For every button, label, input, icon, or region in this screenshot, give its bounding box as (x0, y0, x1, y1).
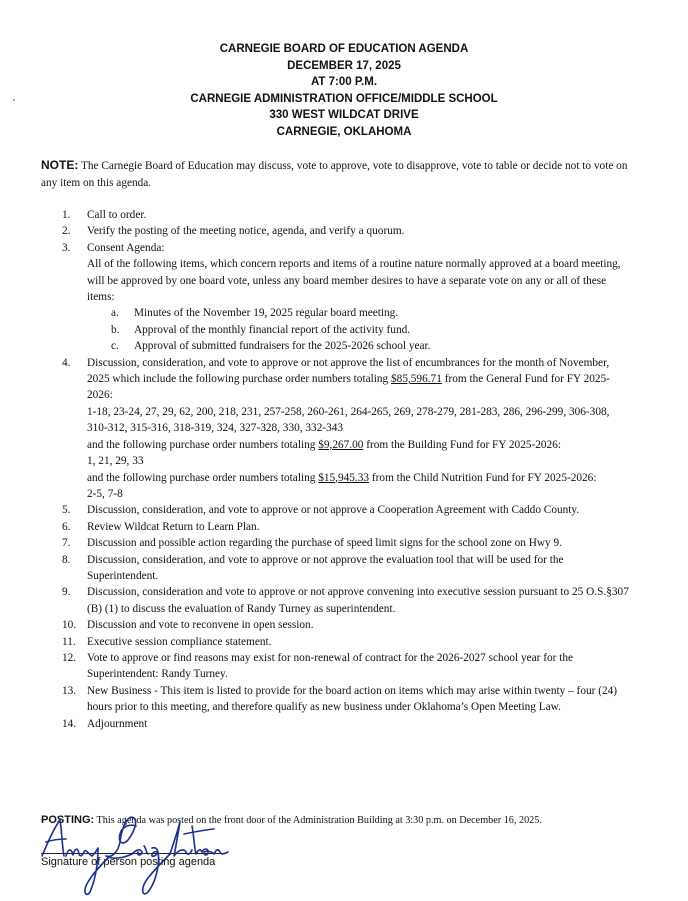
agenda-item-number: 9. (62, 586, 71, 599)
agenda-item-text: Call to order. (87, 209, 147, 221)
agenda-item-number: 12. (62, 651, 77, 664)
agenda-item-12 (62, 650, 632, 683)
agenda-item-11 (62, 634, 632, 650)
subitem-letter: a. (111, 307, 119, 320)
agenda-item-text: Adjournment (87, 717, 148, 730)
agenda-item-number: 7. (62, 537, 71, 550)
general-fund-amount: $85,596.71 (391, 373, 442, 386)
posting-label: POSTING: (41, 814, 95, 826)
consent-subitem-b (87, 322, 632, 338)
agenda-item-number: 14. (62, 717, 77, 730)
nutrition-fund-po-numbers: 2-5, 7-8 (87, 487, 123, 500)
signature-caption: Signature of person posting agenda (41, 856, 216, 868)
header-title: CARNEGIE BOARD OF EDUCATION AGENDA (219, 43, 469, 55)
agenda-item-text: Discussion, consideration, and vote to approve or not approve the evaluation tool that will be used for the Superintendent. (87, 553, 564, 582)
agenda-item-text: Executive session compliance statement. (87, 635, 272, 648)
general-fund-po-numbers: 1-18, 23-24, 27, 29, 62, 200, 218, 231, 257-258, 260-261, 264-265, 269, 278-279, 281-283, 286, 296-299, 306-308, 310-312, 315-316, 318-319, 324, 327-328, 330, 332-343 (87, 405, 610, 435)
nutrition-fund-label: from the Child Nutrition Fund for FY 2025-2026: (371, 471, 597, 484)
agenda-list (62, 207, 632, 732)
subitem-text: Minutes of the November 19, 2025 regular board meeting. (134, 307, 399, 320)
posting-text: This agenda was posted on the front door of the Administration Building at 3:30 p.m. on December 16, 2025. (96, 815, 542, 826)
note-label: NOTE: (41, 158, 79, 172)
agenda-item-number: 2. (62, 225, 71, 238)
agenda-item-4 (62, 355, 632, 503)
agenda-item-text: Discussion, consideration, and vote to approve or not approve a Cooperation Agreement with Caddo County. (87, 504, 580, 517)
agenda-item-14 (62, 716, 632, 732)
agenda-item-number: 11. (62, 635, 76, 648)
agenda-item-7 (62, 535, 632, 551)
agenda-item-number: 5. (62, 504, 71, 517)
consent-agenda-sublist (87, 305, 632, 354)
consent-agenda-title: Consent Agenda: (87, 241, 165, 254)
consent-agenda-description: All of the following items, which concern reports and items of a routine nature normally approved at a board meeting, will be approved by one board vote, unless any board member desires to have a separate vote on any or all of these items: (87, 258, 621, 304)
agenda-item-2 (62, 223, 632, 239)
consent-subitem-a (87, 305, 632, 321)
header-time: AT 7:00 P.M. (310, 76, 378, 89)
agenda-item-10 (62, 617, 632, 633)
agenda-item-text: Discussion and vote to reconvene in open session. (87, 619, 314, 632)
agenda-item-3 (62, 240, 632, 355)
note-paragraph (41, 157, 641, 192)
agenda-item-text: Vote to approve or find reasons may exist for non-renewal of contract for the 2026-2027 school year for the Superintendent: Randy Turney. (87, 651, 574, 681)
header-date: DECEMBER 17, 2025 (287, 59, 401, 72)
handwritten-signature (38, 812, 238, 897)
agenda-item-1 (62, 207, 632, 223)
agenda-header (0, 41, 688, 141)
subitem-letter: b. (111, 323, 120, 336)
nutrition-fund-amount: $15,945.33 (318, 471, 370, 484)
agenda-item-text: Verify the posting of the meeting notice, agenda, and verify a quorum. (87, 225, 405, 238)
agenda-item-13 (62, 683, 632, 716)
agenda-item-number: 13. (62, 684, 77, 697)
agenda-item-text: Review Wildcat Return to Learn Plan. (87, 520, 260, 533)
subitem-text: Approval of submitted fundraisers for the 2025-2026 school year. (134, 340, 431, 353)
agenda-item-9 (62, 584, 632, 617)
agenda-item-number: 8. (62, 553, 71, 566)
general-fund-label: from the General Fund for FY 2025-2026: (87, 373, 610, 402)
header-street: 330 WEST WILDCAT DRIVE (269, 109, 419, 122)
agenda-item-text: New Business - This item is listed to provide for the board action on items which may arise within twenty – four (24) hours prior to this meeting, and therefore qualify as new business under Oklahoma’s Open Meeting Law. (87, 684, 618, 714)
agenda-item-8 (62, 552, 632, 585)
agenda-item-text: Discussion and possible action regarding the purchase of speed limit signs for the school zone on Hwy 9. (87, 537, 562, 550)
agenda-item-number: 3. (62, 241, 71, 254)
agenda-item-number: 10. (62, 619, 77, 632)
note-text: The Carnegie Board of Education may discuss, vote to approve, vote to disapprove, vote to table or decide not to vote on any item on this agenda. (41, 160, 628, 189)
agenda-item-number: 6. (62, 520, 71, 533)
nutrition-fund-intro: and the following purchase order numbers totaling (87, 471, 316, 484)
agenda-item-text: Discussion, consideration and vote to approve or not approve convening into executive session pursuant to 25 O.S.§307 (B) (1) to discuss the evaluation of Randy Turney as superintendent. (87, 586, 629, 615)
encumbrance-nutrition-paragraph (87, 470, 632, 486)
header-city: CARNEGIE, OKLAHOMA (276, 125, 412, 138)
encumbrance-general-paragraph (87, 355, 632, 404)
agenda-item-number: 4. (62, 356, 71, 369)
consent-subitem-c (87, 338, 632, 354)
agenda-item-5 (62, 502, 632, 518)
agenda-item-number: 1. (62, 209, 71, 221)
building-fund-label: from the Building Fund for FY 2025-2026: (366, 438, 561, 451)
subitem-text: Approval of the monthly financial report of the activity fund. (134, 323, 411, 336)
encumbrance-intro: Discussion, consideration, and vote to approve or not approve the list of encumbrances for the month of November, 2025 which include the following purchase order numbers totaling (87, 356, 610, 386)
building-fund-po-numbers: 1, 21, 29, 33 (87, 455, 144, 468)
subitem-letter: c. (111, 340, 119, 353)
header-location: CARNEGIE ADMINISTRATION OFFICE/MIDDLE SCHOOL (190, 92, 498, 105)
building-fund-intro: and the following purchase order numbers totaling (87, 438, 316, 451)
encumbrance-building-paragraph (87, 437, 632, 453)
agenda-item-6 (62, 519, 632, 535)
building-fund-amount: $9,267.00 (318, 438, 364, 451)
